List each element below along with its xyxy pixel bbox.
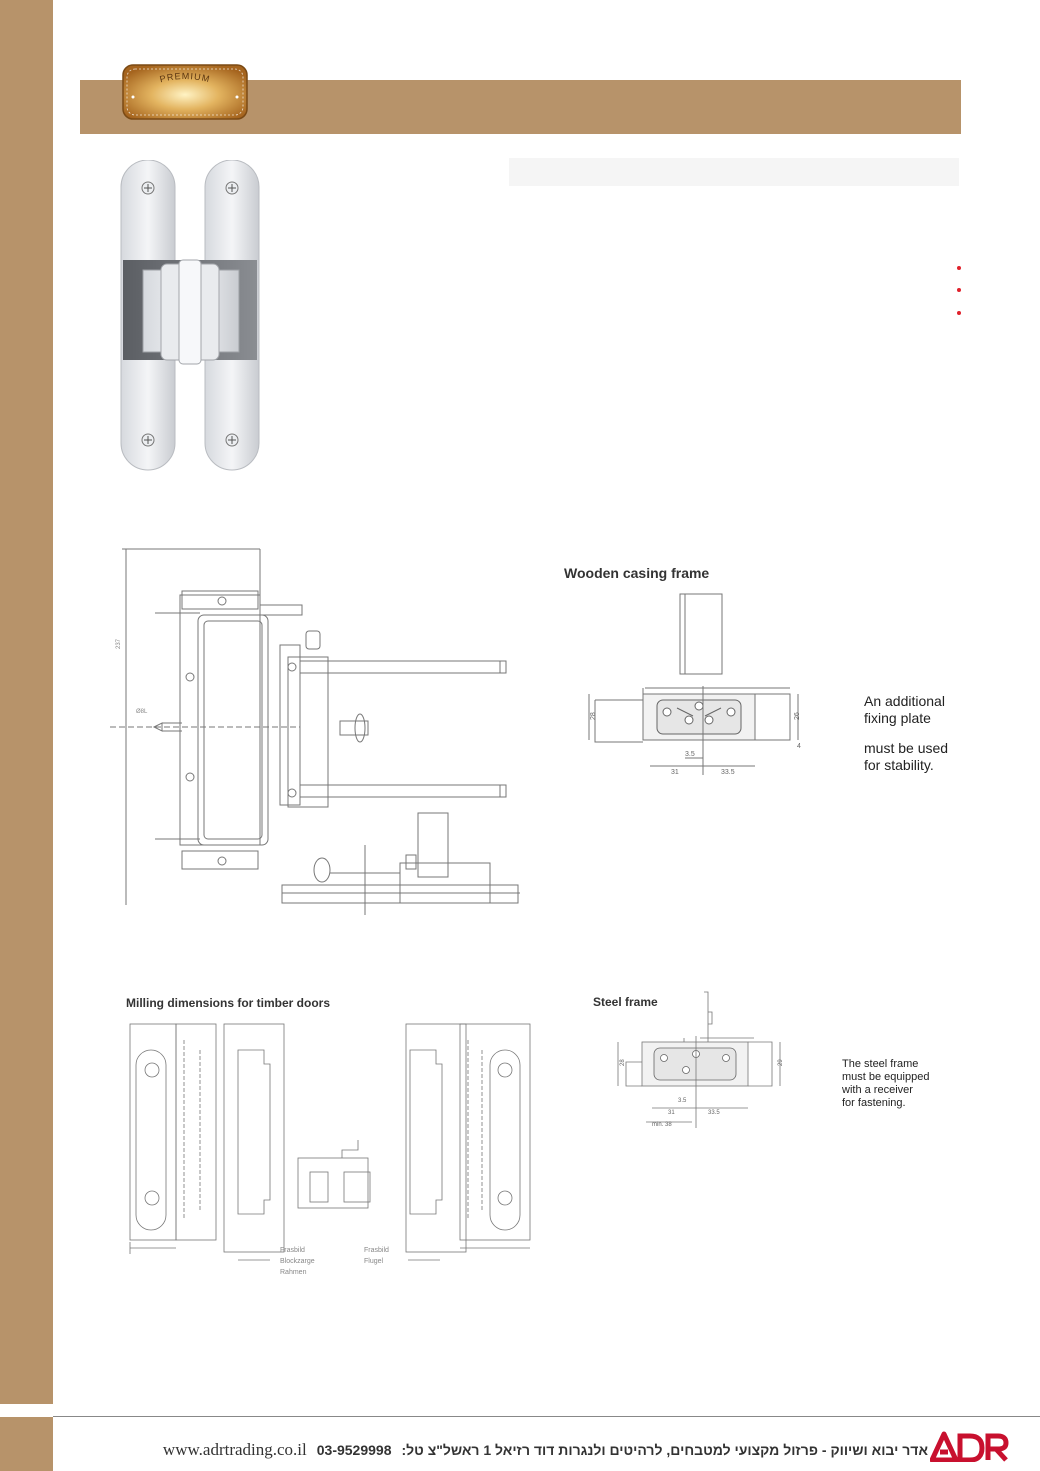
note-line: fixing plate <box>864 709 931 726</box>
bullet-marker <box>957 288 961 292</box>
footer-divider <box>53 1416 1040 1417</box>
steel-dim-label: min. 38 <box>652 1122 672 1128</box>
milling-label: Flugel <box>364 1258 384 1265</box>
milling-label: Frasbild <box>364 1247 389 1254</box>
steel-dim-label: 31 <box>668 1110 675 1116</box>
steel-dim-label: 29 <box>778 1059 784 1066</box>
bullet-marker <box>957 311 961 315</box>
left-accent-bar <box>0 0 53 1404</box>
milling-label: Blockzarge <box>280 1258 315 1265</box>
wooden-dim-label: 28 <box>590 712 597 720</box>
hinge-product-image <box>115 160 275 480</box>
footer-address: אדר יבוא ושיווק - פרזול מקצועי למטבחים, לרהיטים ולנגרות דוד רזיאל 1 ראשל"צ טל: <box>401 1442 928 1458</box>
note-line: must be equipped <box>842 1070 930 1083</box>
wooden-dim-label: 26 <box>794 712 801 720</box>
steel-dim-label: 33.5 <box>708 1110 720 1116</box>
wooden-dim-label: 3.5 <box>685 751 695 758</box>
left-accent-bar-footer <box>0 1417 53 1471</box>
steel-frame-title: Steel frame <box>593 995 658 1009</box>
footer-website-link[interactable]: www.adrtrading.co.il <box>162 1440 307 1459</box>
wooden-dim-label: 33.5 <box>721 769 735 776</box>
premium-badge-label: PREMIUM <box>158 70 212 85</box>
milling-dimensions-drawing <box>120 1020 540 1290</box>
wooden-frame-title: Wooden casing frame <box>564 565 710 581</box>
footer-contact <box>163 1440 928 1460</box>
milling-title: Milling dimensions for timber doors <box>126 996 331 1010</box>
note-line: An additional <box>864 693 945 709</box>
bullet-marker <box>957 266 961 270</box>
jig-dim-label: 237 <box>116 638 122 649</box>
jig-dim-label: Ø8L <box>136 709 148 715</box>
milling-label: Frasbild <box>280 1247 305 1254</box>
steel-dim-label: 28 <box>620 1059 626 1066</box>
milling-label: Rahmen <box>280 1269 307 1276</box>
footer-phone: 03-9529998 <box>316 1442 392 1458</box>
note-line: for stability. <box>864 756 934 773</box>
spec-heading-bar <box>509 158 959 186</box>
note-line: with a receiver <box>842 1083 913 1096</box>
steel-frame-drawing <box>612 988 802 1138</box>
steel-frame-note <box>842 1058 929 1110</box>
wooden-frame-note <box>864 693 948 773</box>
wooden-dim-label: 4 <box>797 743 801 750</box>
premium-badge <box>121 63 249 121</box>
note-line: The steel frame <box>842 1058 919 1070</box>
steel-dim-label: 3.5 <box>678 1098 687 1104</box>
wooden-dim-label: 31 <box>671 769 679 776</box>
adr-logo <box>930 1428 1010 1467</box>
note-line: must be used <box>864 740 949 757</box>
note-line: for fastening. <box>842 1096 906 1109</box>
wooden-frame-drawing <box>585 590 815 785</box>
milling-jig-drawing <box>110 545 530 920</box>
